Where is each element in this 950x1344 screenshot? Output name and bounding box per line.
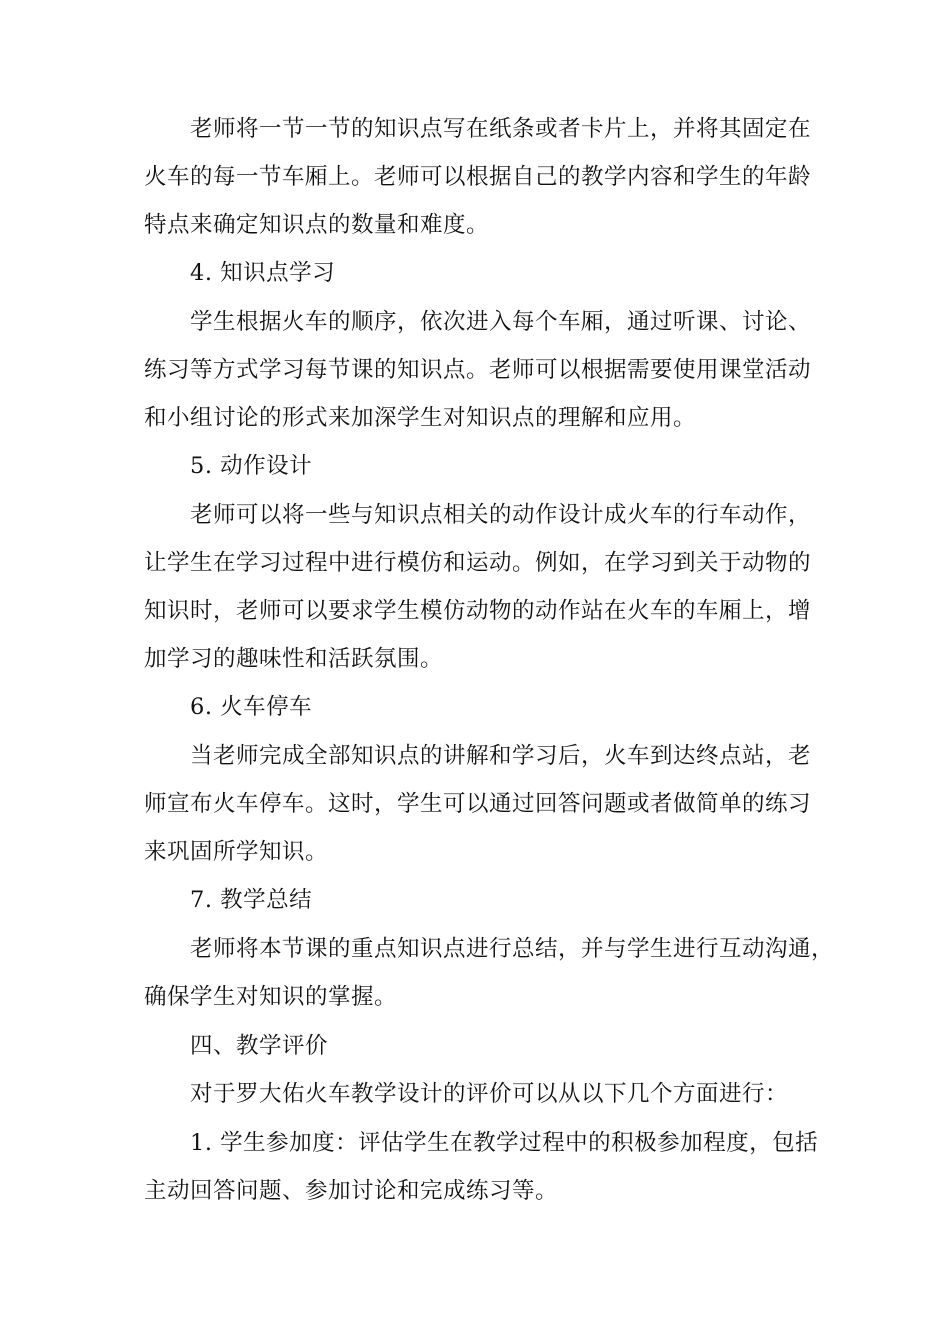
text-line: 主动回答问题、参加讨论和完成练习等。 [144,1178,559,1204]
text-line: 让学生在学习过程中进行模仿和运动。例如，在学习到关于动物的 [144,550,812,576]
text-line: 和小组讨论的形式来加深学生对知识点的理解和应用。 [144,405,697,431]
text-line: 学生根据火车的顺序，依次进入每个车厢，通过听课、讨论、 [190,309,812,335]
heading-text: 四、教学评价 [190,1033,329,1059]
text-line: 老师将本节课的重点知识点进行总结，并与学生进行互动沟通， [190,936,835,962]
text-line: 对于罗大佑火车教学设计的评价可以从以下几个方面进行： [190,1081,789,1107]
heading-text: 5. 动作设计 [190,453,313,479]
text-line: 加学习的趣味性和活跃氛围。 [144,646,444,672]
heading-text: 4. 知识点学习 [190,260,336,286]
text-line: 火车的每一节车厢上。老师可以根据自己的教学内容和学生的年龄 [144,164,812,190]
text-line: 练习等方式学习每节课的知识点。老师可以根据需要使用课堂活动 [144,357,812,383]
text-line: 知识时，老师可以要求学生模仿动物的动作站在火车的车厢上，增 [144,598,812,624]
text-line: 1. 学生参加度：评估学生在教学过程中的积极参加程度，包括 [190,1130,819,1156]
text-line: 老师可以将一些与知识点相关的动作设计成火车的行车动作， [190,502,812,528]
text-line: 当老师完成全部知识点的讲解和学习后，火车到达终点站，老 [190,743,812,769]
text-line: 师宣布火车停车。这时，学生可以通过回答问题或者做简单的练习 [144,791,812,817]
text-line: 来巩固所学知识。 [144,839,329,865]
text-line: 确保学生对知识的掌握。 [144,984,398,1010]
text-line: 老师将一节一节的知识点写在纸条或者卡片上，并将其固定在 [190,116,812,142]
text-line: 特点来确定知识点的数量和难度。 [144,212,490,238]
heading-text: 6. 火车停车 [190,694,313,720]
heading-text: 7. 教学总结 [190,887,313,913]
